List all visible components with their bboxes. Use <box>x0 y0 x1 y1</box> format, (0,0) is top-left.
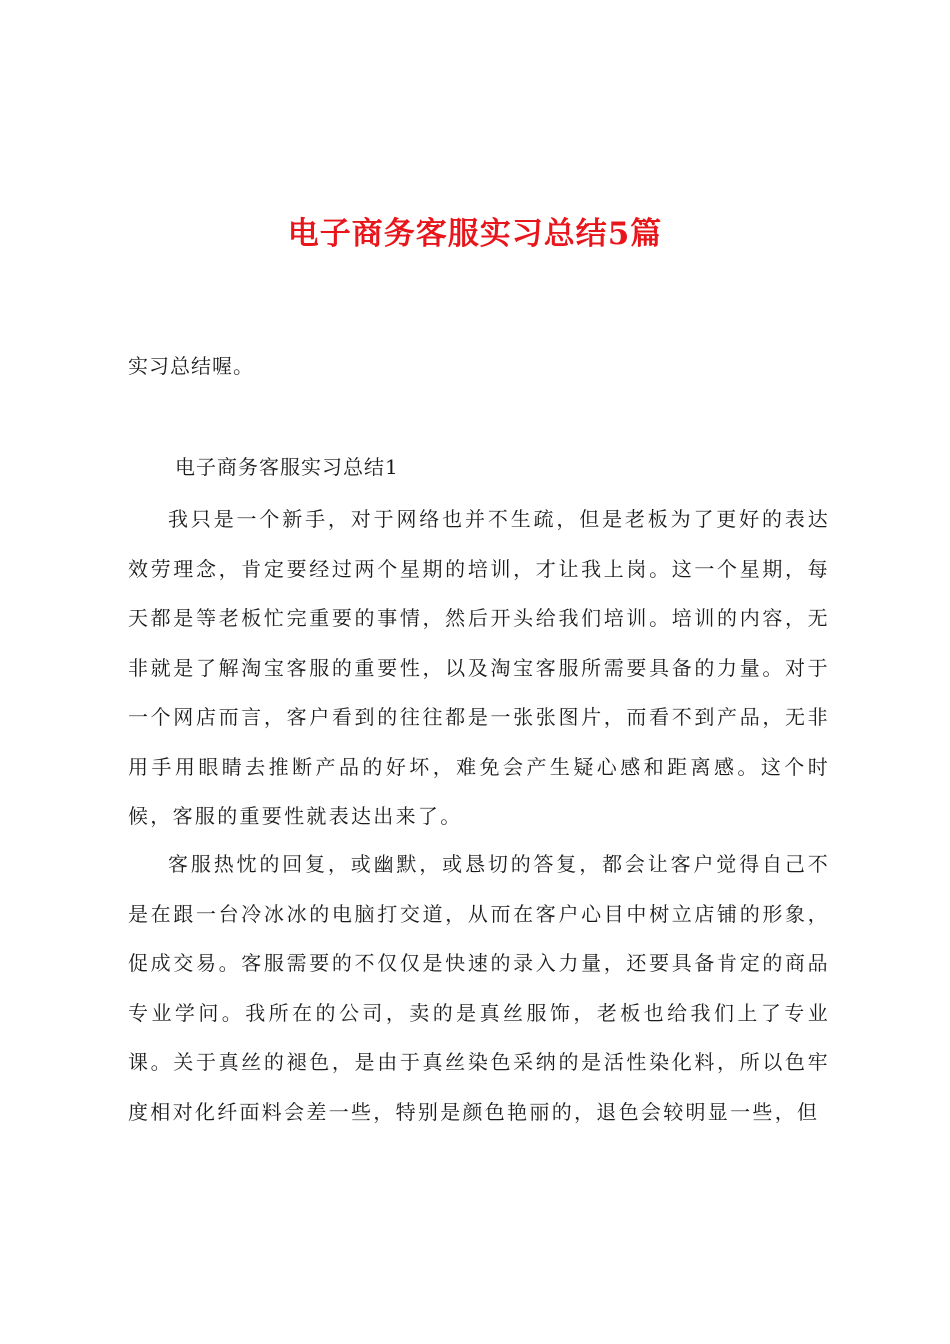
intro-text: 实习总结喔。 <box>128 354 254 378</box>
section-heading: 电子商务客服实习总结1 <box>175 455 399 479</box>
document-title: 电子商务客服实习总结5篇 <box>287 216 663 252</box>
paragraph-1: 我只是一个新手，对于网络也并不生疏，但是老板为了更好的表达效劳理念，肯定要经过两个星期的培训，才让我上岗。这一个星期，每天都是等老板忙完重要的事情，然后开头给我们培训。培训的内容，无非就是了解淘宝客服的重要性，以及淘宝客服所需要具备的力量。对于一个网店而言，客户看到的往往都是一张张图片，而看不到产品，无非用手用眼睛去推断产品的好坏，难免会产生疑心感和距离感。这个时候，客服的重要性就表达出来了。 <box>128 507 830 828</box>
paragraph-2: 客服热忱的回复，或幽默，或恳切的答复，都会让客户觉得自己不是在跟一台冷冰冰的电脑打交道，从而在客户心目中树立店铺的形象，促成交易。客服需要的不仅仅是快速的录入力量，还要具备肯定的商品专业学问。我所在的公司，卖的是真丝服饰，老板也给我们上了专业课。关于真丝的褪色，是由于真丝染色采纳的是活性染化料，所以色牢度相对化纤面料会差一些，特别是颜色艳丽的，退色会较明显一些，但 <box>128 852 830 1124</box>
